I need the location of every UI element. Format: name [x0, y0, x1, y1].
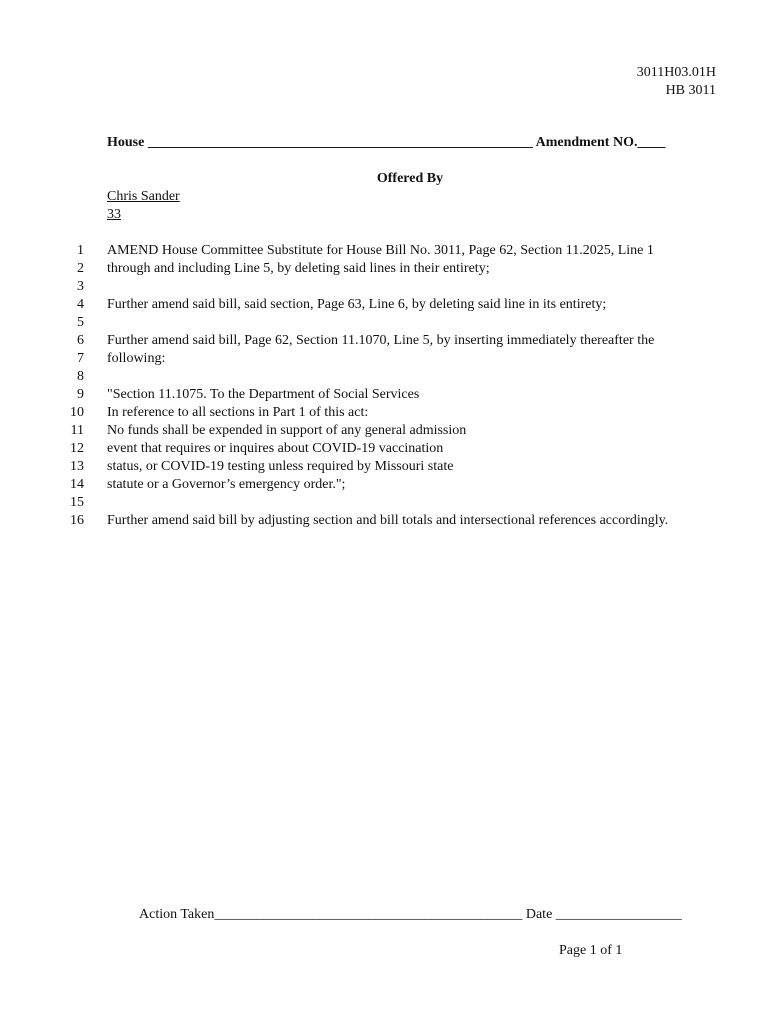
line-text: status, or COVID-19 testing unless required by Missouri state — [107, 459, 454, 474]
line-number: 12 — [70, 441, 84, 456]
action-taken-blank: ____________________________________________ — [214, 907, 523, 922]
document-code: 3011H03.01H — [636, 65, 716, 80]
action-taken-line — [139, 907, 682, 923]
date-label: Date — [525, 907, 553, 922]
line-text: Further amend said bill by adjusting section and bill totals and intersectional references accordingly. — [107, 513, 669, 528]
line-number: 2 — [77, 261, 84, 276]
line-number: 15 — [70, 495, 84, 510]
line-text: In reference to all sections in Part 1 of this act: — [107, 405, 369, 420]
sponsor-district: 33 — [107, 207, 121, 222]
offered-by-label: Offered By — [376, 171, 444, 186]
line-number: 10 — [70, 405, 84, 420]
amendment-label: Amendment NO. — [535, 135, 638, 150]
line-number: 11 — [70, 423, 84, 438]
line-number: 8 — [77, 369, 84, 384]
bill-number: HB 3011 — [665, 83, 716, 98]
line-text: No funds shall be expended in support of any general admission — [107, 423, 467, 438]
line-number: 7 — [77, 351, 84, 366]
line-text: through and including Line 5, by deleting said lines in their entirety; — [107, 261, 490, 276]
line-text: Further amend said bill, said section, Page 63, Line 6, by deleting said line in its entirety; — [107, 297, 607, 312]
line-text: event that requires or inquires about COVID-19 vaccination — [107, 441, 444, 456]
line-number: 6 — [77, 333, 84, 348]
line-number: 13 — [70, 459, 84, 474]
line-number: 3 — [77, 279, 84, 294]
line-text: "Section 11.1075. To the Department of Social Services — [107, 387, 420, 402]
line-number: 5 — [77, 315, 84, 330]
line-text: Further amend said bill, Page 62, Section 11.1070, Line 5, by inserting immediately thereafter the — [107, 333, 655, 348]
house-amendment-line — [107, 135, 665, 151]
amendment-blank: ____ — [637, 135, 666, 150]
line-text: statute or a Governor’s emergency order."; — [107, 477, 346, 492]
line-text: AMEND House Committee Substitute for House Bill No. 3011, Page 62, Section 11.2025, Line 1 — [107, 243, 654, 258]
line-number: 1 — [77, 243, 84, 258]
line-number: 14 — [70, 477, 84, 492]
line-number: 4 — [77, 297, 84, 312]
sponsor-name: Chris Sander — [107, 189, 180, 204]
house-label: House — [107, 135, 145, 150]
action-taken-label: Action Taken — [139, 907, 215, 922]
document-header — [637, 64, 716, 100]
date-blank: __________________ — [555, 907, 682, 922]
line-text: following: — [107, 351, 166, 366]
line-number: 16 — [70, 513, 84, 528]
line-number: 9 — [77, 387, 84, 402]
page-number: Page 1 of 1 — [559, 943, 623, 958]
house-blank: _______________________________________________________ — [147, 135, 533, 150]
